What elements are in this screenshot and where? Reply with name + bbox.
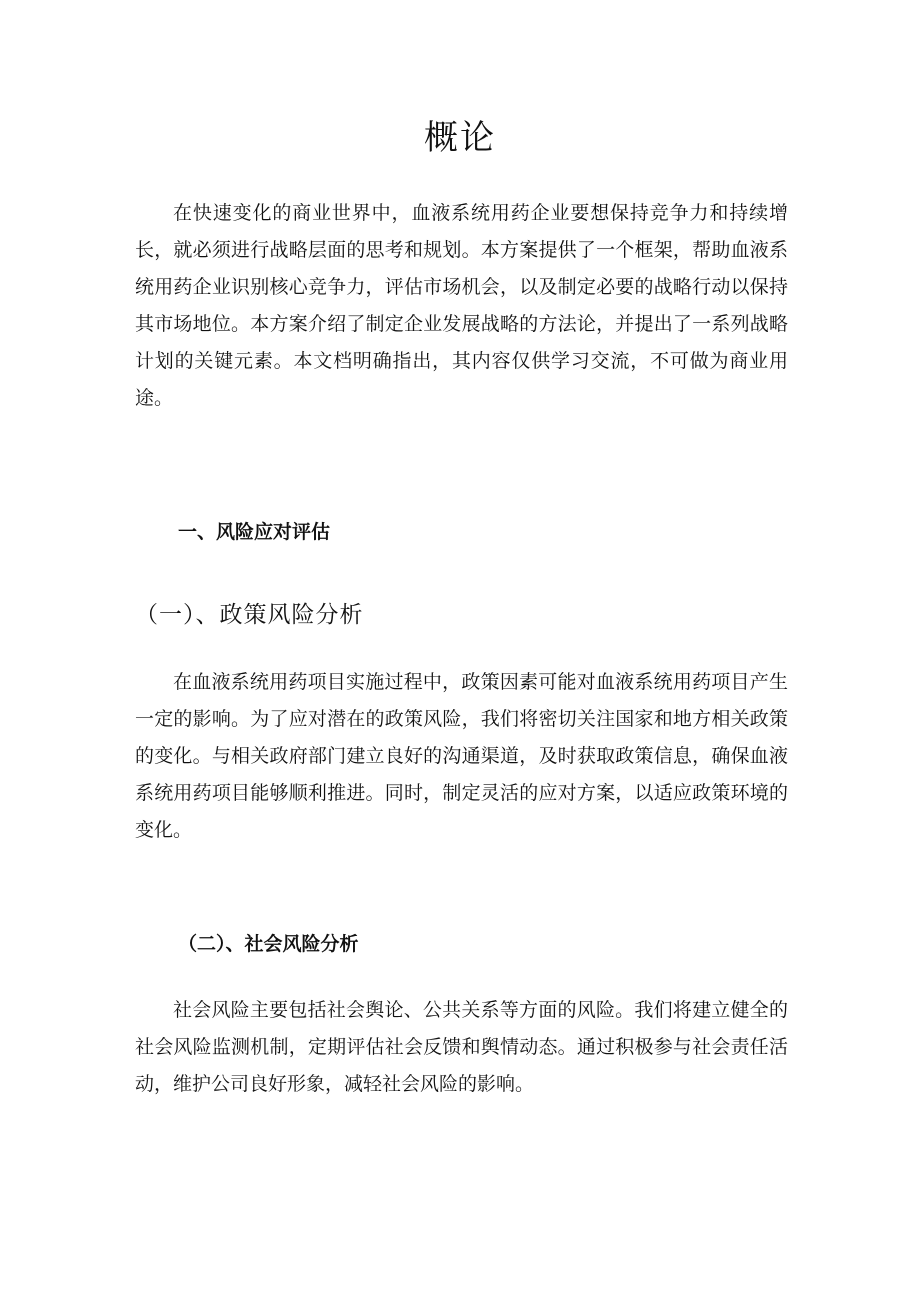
subsection-heading-social-risk: （二）、社会风险分析 xyxy=(178,933,359,955)
subsection-heading-policy-risk: （一）、政策风险分析 xyxy=(135,602,364,628)
intro-paragraph: 在快速变化的商业世界中，血液系统用药企业要想保持竞争力和持续增长，就必须进行战略层面的思考和规划。本方案提供了一个框架，帮助血液系统用药企业识别核心竞争力，评估市场机会，以及制定必要的战略行动以保持其市场地位。本方案介绍了制定企业发展战略的方法论，并提出了一系列战略计划的关键元素。本文档明确指出，其内容仅供学习交流，不可做为商业用途。 xyxy=(135,202,788,409)
social-risk-paragraph: 社会风险主要包括社会舆论、公共关系等方面的风险。我们将建立健全的社会风险监测机制，定期评估社会反馈和舆情动态。通过积极参与社会责任活动，维护公司良好形象，减轻社会风险的影响。 xyxy=(135,999,788,1095)
page-title: 概论 xyxy=(424,118,496,158)
section-heading-risk-assessment: 一、风险应对评估 xyxy=(178,521,331,543)
policy-risk-paragraph: 在血液系统用药项目实施过程中，政策因素可能对血液系统用药项目产生一定的影响。为了应对潜在的政策风险，我们将密切关注国家和地方相关政策的变化。与相关政府部门建立良好的沟通渠道，及时获取政策信息，确保血液系统用药项目能够顺利推进。同时，制定灵活的应对方案，以适应政策环境的变化。 xyxy=(135,671,788,841)
